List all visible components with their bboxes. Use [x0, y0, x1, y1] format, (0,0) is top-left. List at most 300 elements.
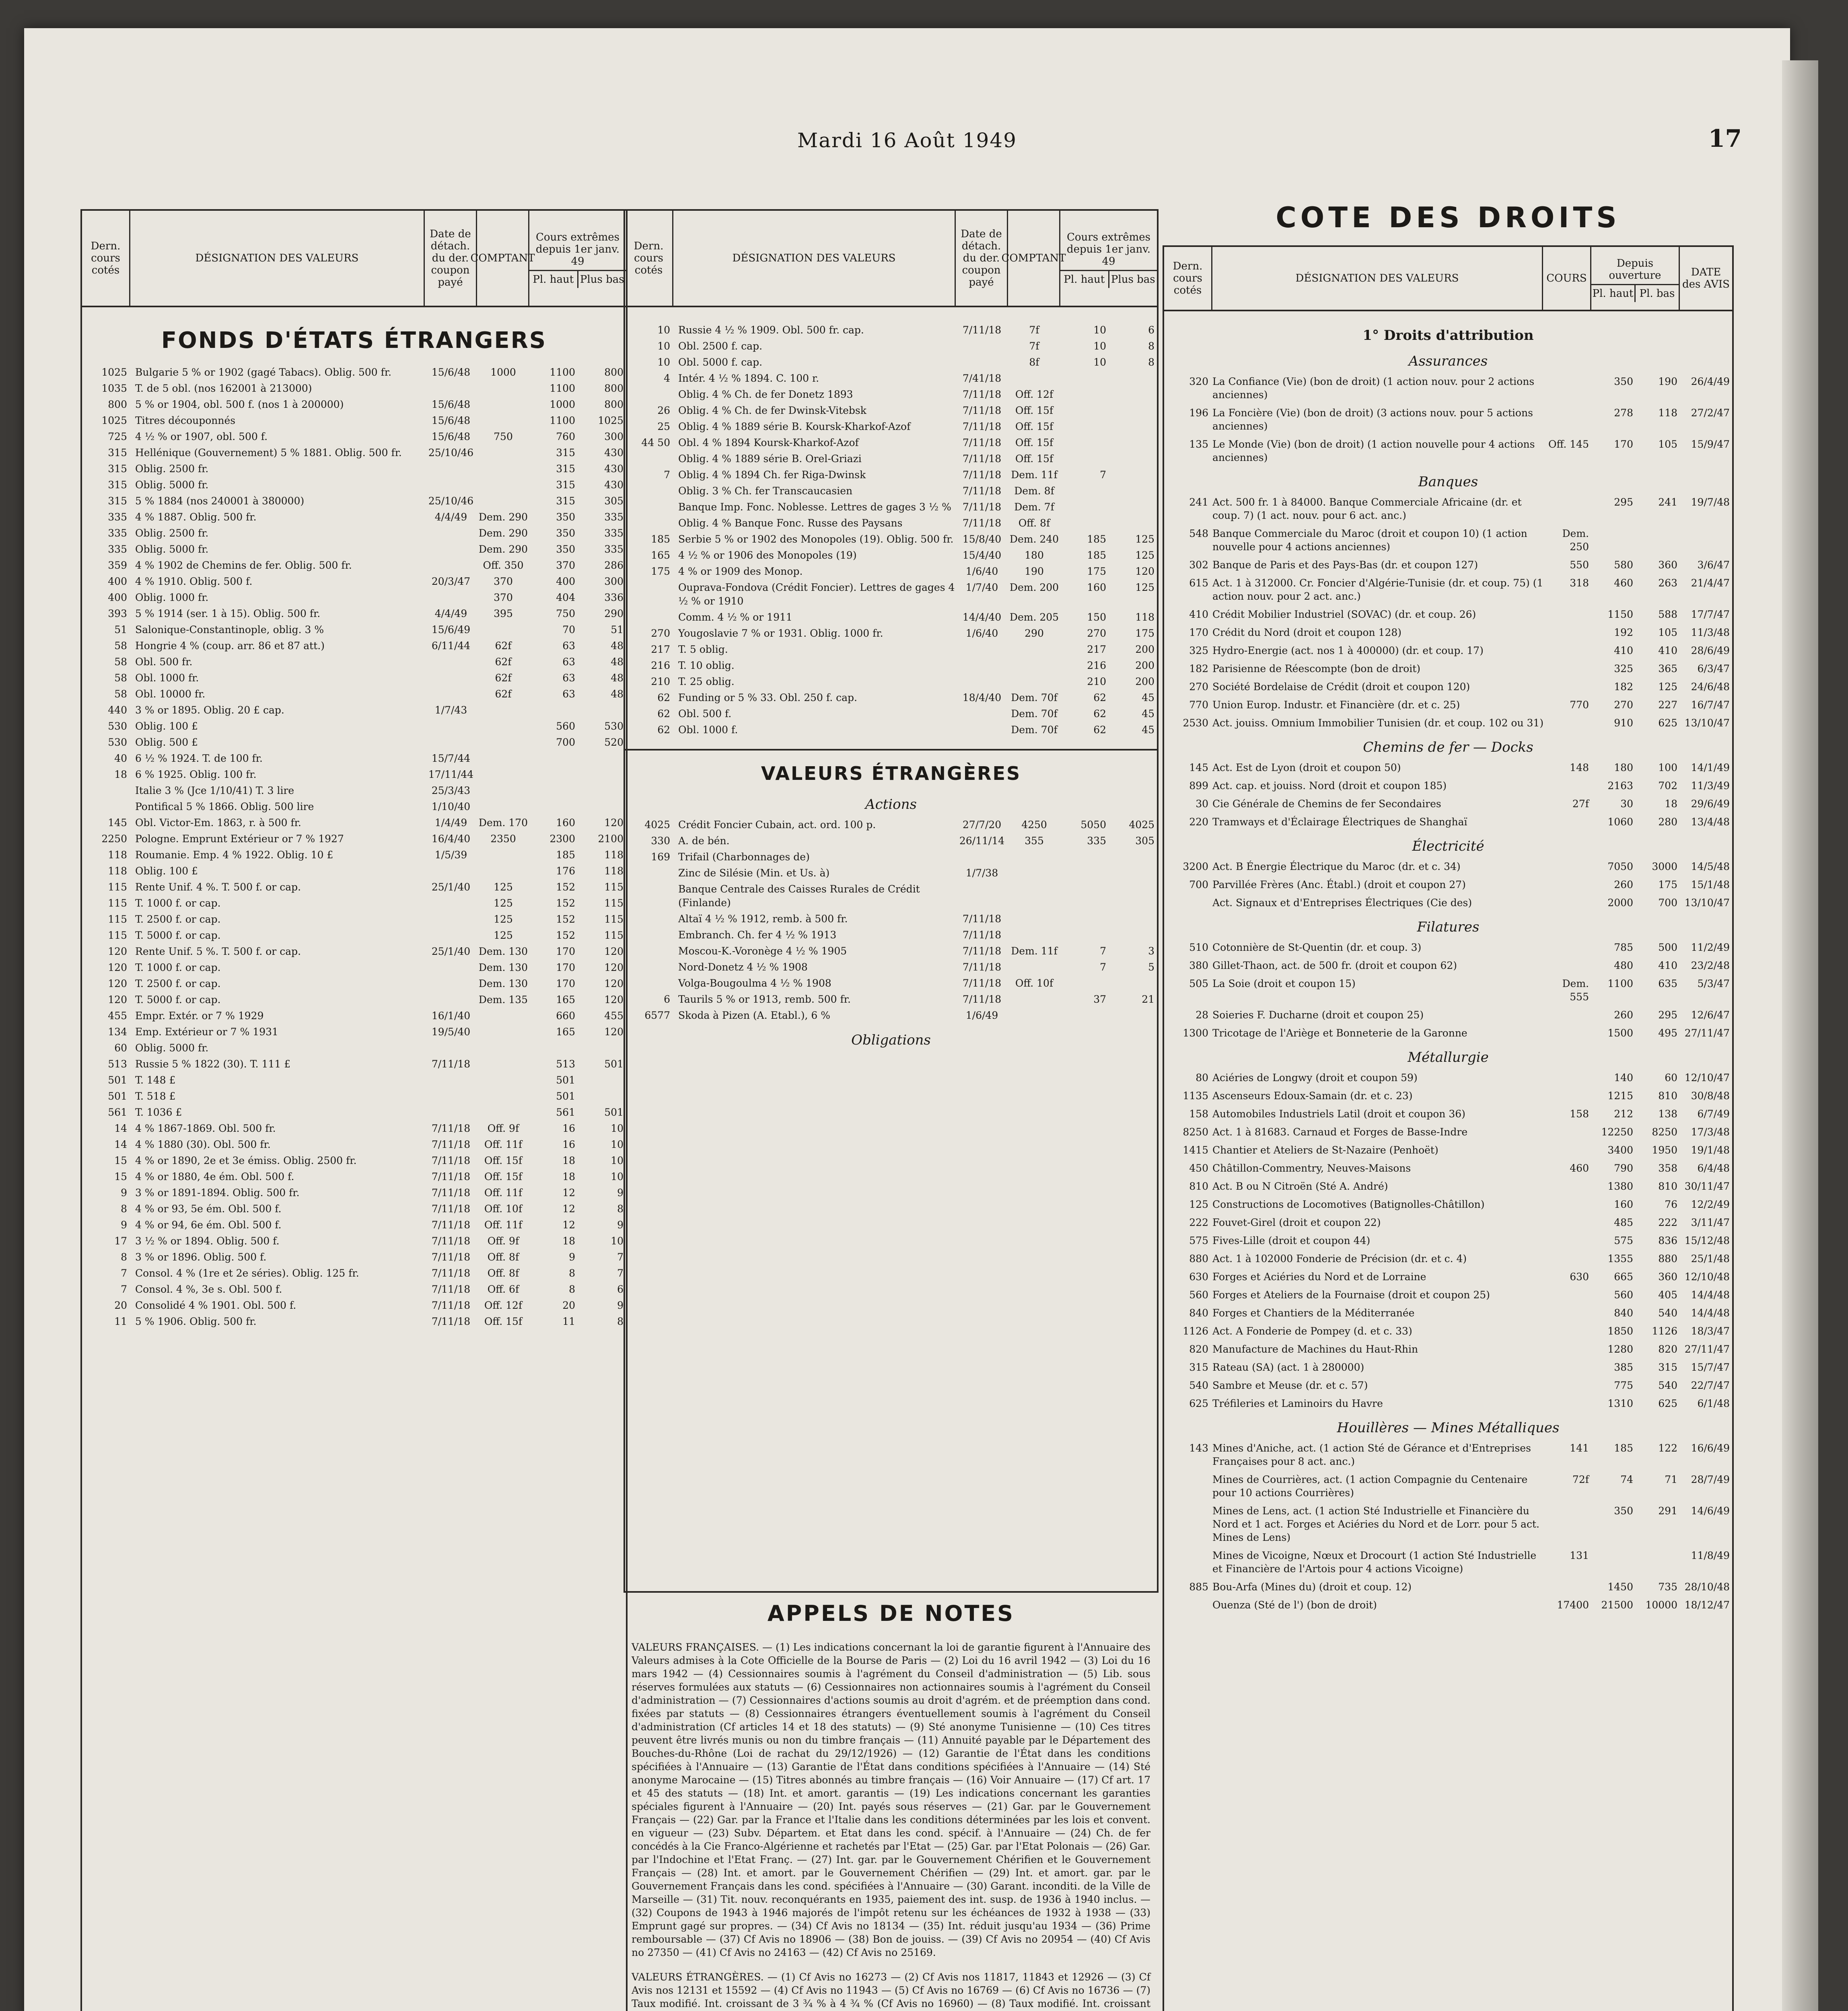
cell-plus-haut: 18: [562, 1155, 575, 1166]
cell-plus-bas: 120: [604, 946, 624, 957]
table-row: [82, 1106, 626, 1119]
cell-plus-haut: 350: [1614, 1505, 1633, 1517]
cell-dernier-cours: [625, 388, 673, 401]
cell-date-avis: 3/11/47: [1691, 1217, 1730, 1228]
cell-dernier-cours: 770: [1189, 699, 1208, 711]
cell-comptant: [477, 1073, 529, 1087]
cell-date-coupon: [956, 850, 1008, 864]
cell-date-avis: 12/10/47: [1684, 1072, 1730, 1084]
cell-plus-bas: 222: [1658, 1217, 1677, 1228]
cell-plus-haut: 260: [1614, 879, 1633, 890]
cell-designation: Rente Unif. 5 %. T. 500 f. or cap.: [135, 946, 301, 957]
cell-designation: Tréfileries et Laminoirs du Havre: [1212, 1398, 1383, 1409]
cell-plus-haut: 350: [556, 543, 575, 555]
cell-plus-haut: 660: [556, 1010, 575, 1022]
cell-plus-bas: [578, 703, 626, 717]
group-title: Assurances: [1408, 353, 1488, 369]
cell-plus-bas: 530: [604, 720, 624, 732]
cell-comptant: [1008, 866, 1060, 880]
header-cell: Cours extrêmes depuis 1er janv. 49: [1060, 229, 1157, 271]
cell-designation: Parvillée Frères (Anc. Établ.) (droit et coupon 27): [1212, 879, 1466, 890]
cell-designation: T. 25 oblig.: [678, 676, 735, 687]
table-row: [82, 623, 626, 637]
cell-plus-bas: 175: [1135, 627, 1154, 639]
cell-designation: Oblig. 1000 fr.: [135, 592, 209, 603]
cell-date-avis: 26/4/49: [1691, 376, 1730, 387]
cell-plus-bas: 115: [604, 913, 624, 925]
cell-plus-bas: 9: [617, 1187, 624, 1199]
cell-comptant: Dem. 130: [478, 962, 528, 973]
cell-comptant: Off. 15f: [484, 1171, 523, 1182]
cell-designation: Chantier et Ateliers de St-Nazaire (Penhoët): [1212, 1144, 1438, 1156]
table-row: [82, 800, 626, 814]
cell-comptant: 395: [494, 608, 513, 619]
table-row: [82, 784, 626, 798]
cell-cours: 770: [1570, 699, 1589, 711]
cell-cours: [1545, 1379, 1589, 1392]
cell-date-coupon: 15/6/48: [431, 431, 471, 442]
cell-comptant: Dem. 290: [478, 527, 528, 539]
cell-date-coupon: 1/7/43: [434, 704, 467, 716]
cell-dernier-cours: 810: [1189, 1180, 1208, 1192]
cell-designation: Mines d'Aniche, act. (1 action Sté de Gérance et d'Entreprises Françaises pour 8 act. anc.): [1212, 1442, 1531, 1467]
cell-dernier-cours: 62: [657, 724, 670, 736]
cell-plus-haut: 501: [556, 1090, 575, 1102]
header-cell: COMPTANT: [1008, 211, 1060, 306]
cell-date-avis: 13/4/48: [1691, 816, 1730, 828]
cell-plus-haut: 315: [556, 479, 575, 491]
table-row: [82, 510, 626, 524]
cell-plus-bas: 430: [604, 479, 624, 491]
table-row: [1164, 375, 1732, 401]
table-row: [82, 913, 626, 926]
cell-date-avis: 18/12/47: [1684, 1599, 1730, 1611]
cell-designation: Banque Centrale des Caisses Rurales de Crédit (Finlande): [678, 883, 920, 909]
cell-dernier-cours: 513: [108, 1058, 127, 1070]
cell-comptant: 370: [494, 592, 513, 603]
table-row: [82, 752, 626, 765]
cell-cours: 158: [1570, 1108, 1589, 1120]
cell-dernier-cours: 899: [1189, 780, 1208, 792]
cell-designation: Act. B ou N Citroën (Sté A. André): [1212, 1180, 1388, 1192]
cell-designation: Tricotage de l'Ariège et Bonneterie de la Garonne: [1212, 1027, 1467, 1039]
cell-dernier-cours: 548: [1189, 528, 1208, 539]
table-row: [1164, 1107, 1732, 1121]
cell-dernier-cours: 4: [664, 372, 670, 384]
cell-designation: Moscou-K.-Voronège 4 ½ % 1905: [678, 945, 847, 957]
table-row: [82, 1186, 626, 1200]
cell-plus-bas: 836: [1658, 1235, 1677, 1246]
cell-designation: T. 518 £: [135, 1090, 176, 1102]
cell-designation: Tramways et d'Éclairage Électriques de Shanghaï: [1212, 816, 1467, 828]
cell-designation: Nord-Donetz 4 ½ % 1908: [678, 961, 808, 973]
cell-designation: Titres découponnés: [135, 415, 236, 426]
cell-designation: Skoda à Pizen (A. Etabl.), 6 %: [678, 1010, 830, 1021]
table-row: [82, 1234, 626, 1248]
cell-cours: [1545, 1125, 1589, 1139]
newspaper-page: [24, 28, 1790, 2011]
cell-date-coupon: 7/11/18: [962, 993, 1002, 1005]
cell-plus-haut: 10: [1093, 356, 1106, 368]
cell-cours: 27f: [1572, 798, 1589, 810]
cell-cours: [1545, 626, 1589, 639]
cell-comptant: [1008, 993, 1060, 1006]
cell-date-coupon: 7/11/18: [962, 469, 1002, 481]
cell-plus-haut: 385: [1614, 1361, 1633, 1373]
table-row: [82, 1283, 626, 1296]
cell-designation: 4 % 1910. Oblig. 500 f.: [135, 576, 253, 587]
table-row: [625, 565, 1157, 578]
cell-plus-haut: 2163: [1607, 780, 1633, 792]
cell-designation: Funding or 5 % 33. Obl. 250 f. cap.: [678, 692, 857, 703]
cell-plus-bas: [1633, 527, 1677, 553]
cell-plus-bas: 810: [1658, 1180, 1677, 1192]
header-subcells: [1060, 271, 1157, 288]
header-cell: Pl. bas: [1639, 287, 1675, 300]
table-row: [625, 484, 1157, 498]
cell-comptant: 7f: [1029, 324, 1039, 336]
table-row: [625, 468, 1157, 482]
row-list: [625, 323, 1157, 737]
table-row: [1164, 1361, 1732, 1374]
cell-plus-haut: 192: [1614, 627, 1633, 638]
table-row: [82, 945, 626, 958]
cell-plus-haut: 910: [1614, 717, 1633, 729]
cell-dernier-cours: 800: [108, 399, 127, 410]
cell-designation: T. 2500 f. or cap.: [135, 978, 221, 989]
cell-date-coupon: 4/4/49: [434, 608, 467, 619]
cell-designation: Mines de Courrières, act. (1 action Compagnie du Centenaire pour 10 actions Courrières): [1212, 1474, 1528, 1499]
cell-comptant: [1008, 659, 1060, 672]
cell-date-coupon: [425, 929, 477, 942]
table-row: [625, 420, 1157, 434]
cell-plus-bas: 175: [1658, 879, 1677, 890]
cell-comptant: Dem. 130: [478, 946, 528, 957]
cell-plus-bas: 10: [611, 1123, 624, 1134]
section-title: FONDS D'ÉTATS ÉTRANGERS: [161, 327, 547, 354]
cell-comptant: [477, 1090, 529, 1103]
cell-dernier-cours: 410: [1189, 609, 1208, 620]
cell-plus-haut: 7: [1100, 945, 1106, 957]
cell-plus-haut: 350: [556, 527, 575, 539]
cell-dernier-cours: [625, 866, 673, 880]
cell-date-avis: 18/3/47: [1691, 1325, 1730, 1337]
cell-cours: [1545, 1026, 1589, 1040]
cell-date-coupon: [956, 882, 1008, 910]
cell-plus-haut: 12: [562, 1203, 575, 1215]
cell-plus-bas: 10000: [1645, 1599, 1677, 1611]
cell-plus-bas: 21: [1142, 993, 1154, 1005]
table-row: [1164, 941, 1732, 954]
cell-plus-haut: 501: [556, 1074, 575, 1086]
cell-comptant: Dem. 205: [1009, 611, 1059, 623]
cell-designation: Emp. Extérieur or 7 % 1931: [135, 1026, 278, 1038]
cell-plus-haut: 1310: [1607, 1398, 1633, 1409]
table-row: [625, 356, 1157, 369]
table-row: [1164, 1162, 1732, 1175]
table-row: [625, 643, 1157, 656]
cell-plus-haut: 840: [1614, 1307, 1633, 1319]
cell-comptant: [477, 703, 529, 717]
cell-cours: [1545, 680, 1589, 693]
cell-comptant: [1008, 643, 1060, 656]
cell-designation: Hellénique (Gouvernement) 5 % 1881. Oblig. 500 fr.: [135, 447, 402, 459]
cell-plus-bas: [1109, 1009, 1157, 1022]
cell-dernier-cours: [625, 581, 673, 608]
cell-date-avis: 27/11/47: [1684, 1343, 1730, 1355]
cell-comptant: Off. 12f: [484, 1300, 523, 1311]
cell-date-coupon: [425, 382, 477, 395]
cell-cours: Off. 145: [1548, 438, 1589, 450]
cell-plus-haut: 1450: [1607, 1581, 1633, 1593]
cell-plus-haut: [529, 752, 578, 765]
cell-cours: [1545, 860, 1589, 873]
cell-plus-haut: 5050: [1080, 819, 1106, 831]
cell-plus-haut: 16: [562, 1123, 575, 1134]
cell-comptant: 125: [494, 881, 513, 893]
cell-date-coupon: 20/3/47: [431, 576, 471, 587]
cell-dernier-cours: 60: [114, 1042, 127, 1054]
table-row: [1164, 576, 1732, 603]
cell-plus-bas: 365: [1658, 663, 1677, 674]
cell-cours: [1545, 878, 1589, 891]
cell-designation: 3 % or 1896. Oblig. 500 f.: [135, 1251, 267, 1263]
cell-designation: Roumanie. Emp. 4 % 1922. Oblig. 10 £: [135, 849, 333, 861]
cell-date-avis: 25/1/48: [1691, 1253, 1730, 1265]
cell-plus-haut: [1060, 420, 1109, 434]
cell-date-avis: 14/4/48: [1691, 1289, 1730, 1301]
cell-plus-haut: 12: [562, 1187, 575, 1199]
cell-plus-haut: [1060, 882, 1109, 910]
cell-date-coupon: [956, 723, 1008, 737]
cell-date-coupon: 15/6/48: [431, 399, 471, 410]
cell-dernier-cours: [625, 944, 673, 958]
table-row: [82, 768, 626, 781]
table-row: [82, 1073, 626, 1087]
cell-plus-haut: [1060, 436, 1109, 450]
cell-plus-bas: 295: [1658, 1009, 1677, 1021]
cell-dernier-cours: 505: [1189, 978, 1208, 989]
table-row: [625, 850, 1157, 864]
cell-plus-bas: 125: [1135, 533, 1154, 545]
cell-plus-bas: 18: [1665, 798, 1677, 810]
cell-designation: 5 % 1906. Oblig. 500 fr.: [135, 1316, 257, 1327]
cell-plus-bas: 430: [604, 463, 624, 475]
cell-designation: Oblig. 4 % Banque Fonc. Russe des Paysans: [678, 517, 903, 529]
section-title: 1° Droits d'attribution: [1362, 327, 1534, 343]
cell-cours: [1545, 896, 1589, 909]
cell-plus-bas: 125: [1135, 582, 1154, 593]
cell-plus-bas: [1109, 372, 1157, 385]
cell-date-avis: 15/7/47: [1691, 1361, 1730, 1373]
table-row: [625, 339, 1157, 353]
cell-date-coupon: 7/11/18: [962, 517, 1002, 529]
cell-plus-haut: 480: [1614, 960, 1633, 971]
table-row: [1164, 896, 1732, 909]
cell-date-coupon: 1/4/49: [434, 817, 467, 829]
cell-designation: Bulgarie 5 % or 1902 (gagé Tabacs). Oblig. 500 fr.: [135, 366, 392, 378]
cell-designation: 4 % 1902 de Chemins de fer. Oblig. 500 fr.: [135, 559, 352, 571]
cell-plus-haut: 350: [1614, 376, 1633, 387]
cell-plus-haut: 370: [556, 559, 575, 571]
cell-comptant: [477, 382, 529, 395]
header-cell: DÉSIGNATION DES VALEURS: [1212, 247, 1543, 310]
cell-dernier-cours: 182: [1189, 663, 1208, 674]
cell-plus-haut: 1100: [1607, 978, 1633, 989]
table-row: [1164, 1125, 1732, 1139]
cell-designation: T. 1000 f. or cap.: [135, 897, 221, 909]
cell-date-avis: 15/1/48: [1691, 879, 1730, 890]
cell-plus-bas: 800: [604, 399, 624, 410]
column-header: [625, 211, 1157, 307]
cell-designation: T. 5000 f. or cap.: [135, 994, 221, 1006]
table-row: [82, 655, 626, 669]
cell-plus-bas: 76: [1665, 1199, 1677, 1210]
cell-cours: [1545, 662, 1589, 675]
table-row: [82, 1202, 626, 1216]
cell-plus-bas: 200: [1135, 660, 1154, 671]
cell-date-avis: 11/2/49: [1691, 942, 1730, 953]
cell-comptant: Dem. 170: [478, 817, 528, 829]
cell-designation: Parisienne de Réescompte (bon de droit): [1212, 663, 1421, 674]
cell-plus-haut: 7: [1100, 469, 1106, 481]
table-row: [1164, 977, 1732, 1003]
cell-plus-bas: 410: [1658, 960, 1677, 971]
cell-plus-haut: 63: [562, 656, 575, 668]
cell-dernier-cours: 62: [657, 708, 670, 720]
cell-plus-haut: [529, 1041, 578, 1055]
table-row: [625, 691, 1157, 705]
cell-designation: Act. B Énergie Électrique du Maroc (dr. et c. 34): [1212, 861, 1461, 872]
cell-comptant: 62f: [495, 688, 512, 700]
table-row: [82, 1025, 626, 1039]
cell-plus-bas: 495: [1658, 1027, 1677, 1039]
cell-plus-haut: 561: [556, 1106, 575, 1118]
sub-title-actions: Actions: [865, 796, 917, 812]
cell-designation: Union Europ. Industr. et Financière (dr. et c. 25): [1212, 699, 1460, 711]
table-row: [82, 1057, 626, 1071]
table-row: [625, 977, 1157, 990]
cell-cours: [1545, 1397, 1589, 1410]
cell-plus-haut: 8: [569, 1283, 575, 1295]
cell-plus-bas: 820: [1658, 1343, 1677, 1355]
cell-designation: Yougoslavie 7 % or 1931. Oblig. 1000 fr.: [678, 627, 883, 639]
cell-dernier-cours: 315: [108, 447, 127, 459]
cell-comptant: Dem. 7f: [1014, 501, 1054, 513]
cell-dernier-cours: 222: [1189, 1217, 1208, 1228]
cell-plus-haut: 152: [556, 913, 575, 925]
cell-designation: Oblig. 2500 fr.: [135, 527, 209, 539]
cell-plus-bas: 48: [611, 672, 624, 684]
table-row: [1164, 779, 1732, 792]
cell-plus-haut: 7050: [1607, 861, 1633, 872]
cell-date-coupon: 7/11/18: [962, 977, 1002, 989]
cell-date-avis: 16/7/47: [1691, 699, 1730, 711]
cell-designation: 4 % or 1909 des Monop.: [678, 565, 803, 577]
cell-comptant: 290: [1025, 627, 1044, 639]
table-row: [1164, 1580, 1732, 1594]
cell-plus-haut: [1060, 912, 1109, 926]
cell-plus-bas: [578, 768, 626, 781]
cell-designation: Ouenza (Sté de l') (bon de droit): [1212, 1599, 1377, 1611]
cell-plus-bas: 800: [604, 366, 624, 378]
cell-comptant: Off. 350: [483, 559, 524, 571]
cell-designation: T. 5000 f. or cap.: [135, 929, 221, 941]
cell-plus-haut: 513: [556, 1058, 575, 1070]
cell-dernier-cours: 8: [121, 1251, 127, 1263]
cell-comptant: [477, 446, 529, 460]
table-row: [82, 736, 626, 749]
cell-plus-haut: 37: [1093, 993, 1106, 1005]
cell-date-coupon: [956, 659, 1008, 672]
cell-plus-bas: 1126: [1652, 1325, 1677, 1337]
cell-designation: Forges et Ateliers de la Fournaise (droit et coupon 25): [1212, 1289, 1490, 1301]
cell-date-coupon: 27/7/20: [962, 819, 1002, 831]
cell-cours: [1545, 1306, 1589, 1320]
cell-designation: Volga-Bougoulma 4 ½ % 1908: [678, 977, 831, 989]
cell-designation: La Foncière (Vie) (bon de droit) (3 actions nouv. pour 5 actions anciennes): [1212, 407, 1533, 432]
cell-dernier-cours: 58: [114, 672, 127, 684]
cell-designation: Obl. 10000 fr.: [135, 688, 206, 700]
cell-comptant: [1008, 675, 1060, 689]
cell-designation: Act. A Fonderie de Pompey (d. et c. 33): [1212, 1325, 1412, 1337]
cell-dernier-cours: 170: [1189, 627, 1208, 638]
cell-plus-haut: 11: [562, 1316, 575, 1327]
cell-designation: Soieries F. Ducharne (droit et coupon 25): [1212, 1009, 1424, 1021]
cell-date-avis: 30/11/47: [1684, 1180, 1730, 1192]
cell-comptant: [477, 478, 529, 492]
cell-date-coupon: [425, 559, 477, 572]
cell-date-avis: 15/9/47: [1691, 438, 1730, 450]
cell-designation: Automobiles Industriels Latil (droit et coupon 36): [1212, 1108, 1465, 1120]
cell-date-coupon: 7/11/18: [962, 929, 1002, 941]
header-cell: Cours extrêmes depuis 1er janv. 49: [529, 229, 626, 271]
table-row: [1164, 1504, 1732, 1544]
table-row: [1164, 406, 1732, 433]
cell-date-avis: 27/11/47: [1684, 1027, 1730, 1039]
cell-plus-haut: 18: [562, 1235, 575, 1247]
cell-date-avis: [1677, 527, 1732, 553]
cell-plus-bas: 810: [1658, 1090, 1677, 1102]
cell-designation: Oblig. 5000 fr.: [135, 543, 209, 555]
cell-plus-haut: 700: [556, 736, 575, 748]
cell-plus-haut: 335: [1087, 835, 1106, 847]
cell-plus-bas: 305: [604, 495, 624, 507]
cell-date-coupon: 1/6/40: [965, 627, 998, 639]
cell-designation: Obl. 500 fr.: [135, 656, 193, 668]
cell-date-avis: 23/2/48: [1691, 960, 1730, 971]
cell-designation: Crédit Mobilier Industriel (SOVAC) (dr. et coup. 26): [1212, 609, 1476, 620]
cell-plus-bas: 60: [1665, 1072, 1677, 1084]
cell-dernier-cours: 335: [108, 511, 127, 523]
cell-dernier-cours: [82, 784, 130, 798]
table-row: [82, 1090, 626, 1103]
cell-date-coupon: [425, 1106, 477, 1119]
header-cell: DÉSIGNATION DES VALEURS: [130, 211, 425, 306]
cell-plus-haut: 62: [1093, 724, 1106, 736]
cell-designation: Comm. 4 ½ % or 1911: [678, 611, 792, 623]
group-title: Électricité: [1412, 838, 1484, 854]
table-row: [82, 832, 626, 846]
cell-dernier-cours: 196: [1189, 407, 1208, 419]
header-cell: COMPTANT: [477, 211, 529, 306]
cell-plus-bas: [1109, 484, 1157, 498]
table-row: [625, 912, 1157, 926]
table-row: [82, 977, 626, 991]
cell-plus-bas: 120: [1135, 565, 1154, 577]
cell-designation: La Soie (droit et coupon 15): [1212, 978, 1356, 989]
table-row: [625, 452, 1157, 466]
